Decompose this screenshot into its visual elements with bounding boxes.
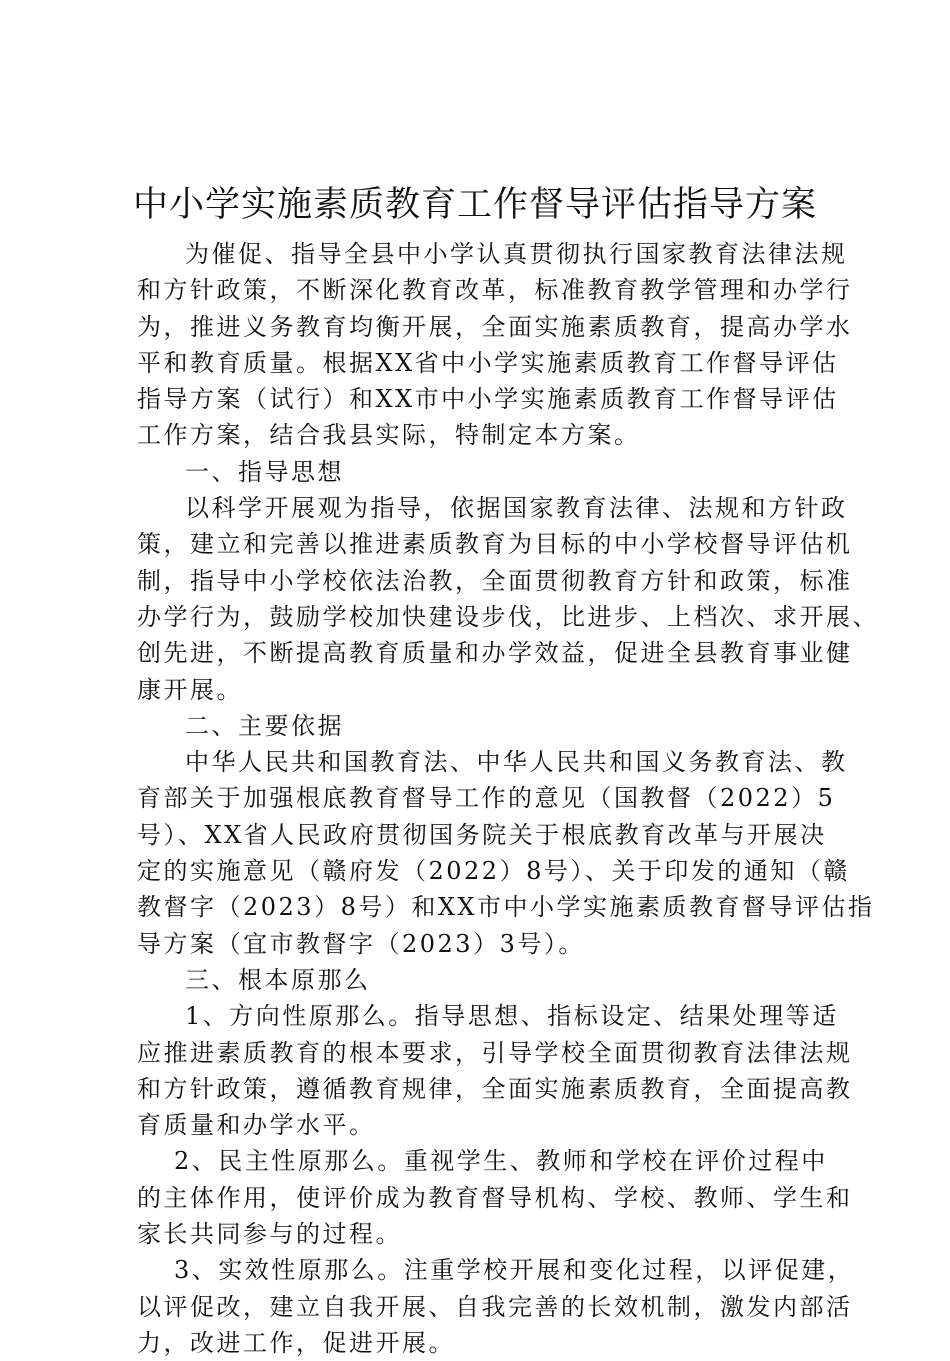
paragraph-line: 定的实施意见（赣府发（2022）8号）、关于印发的通知（赣: [137, 857, 850, 886]
paragraph-line: 导方案（宜市教督字（2023）3号）。: [137, 929, 585, 958]
paragraph-line: 力，改进工作，促进开展。: [137, 1328, 455, 1357]
paragraph-line: 应推进素质教育的根本要求，引导学校全面贯彻教育法律法规: [137, 1038, 853, 1067]
paragraph-line: 以科学开展观为指导，依据国家教育法律、法规和方针政: [185, 494, 848, 523]
section-heading: 二、主要依据: [185, 711, 344, 740]
paragraph-line: 教督字（2023）8号）和XX市中小学实施素质教育督导评估指: [137, 893, 875, 922]
paragraph-line: 中华人民共和国教育法、中华人民共和国义务教育法、教: [185, 748, 848, 777]
paragraph-line: 和方针政策，不断深化教育改革，标准教育教学管理和办学行: [137, 276, 853, 305]
paragraph-line: 号）、XX省人民政府贯彻国务院关于根底教育改革与开展决: [137, 820, 827, 849]
paragraph-line: 1、方向性原那么。指导思想、指标设定、结果处理等适: [185, 1002, 839, 1031]
section-heading: 一、指导思想: [185, 457, 344, 486]
paragraph-line: 以评促改，建立自我开展、自我完善的长效机制，激发内部活: [137, 1292, 853, 1321]
paragraph-line: 工作方案，结合我县实际，特制定本方案。: [137, 421, 641, 450]
paragraph-line: 为催促、指导全县中小学认真贯彻执行国家教育法律法规: [185, 240, 848, 268]
document-body: [137, 236, 879, 1361]
paragraph-line: 和方针政策，遵循教育规律，全面实施素质教育，全面提高教: [137, 1074, 853, 1103]
paragraph-line: 创先进，不断提高教育质量和办学效益，促进全县教育事业健: [137, 639, 853, 668]
paragraph-line: 2、民主性原那么。重视学生、教师和学校在评价过程中: [174, 1147, 828, 1176]
paragraph-line: 家长共同参与的过程。: [137, 1220, 402, 1249]
paragraph-line: 为，推进义务教育均衡开展，全面实施素质教育，提高办学水: [137, 312, 853, 341]
paragraph-line: 平和教育质量。根据XX省中小学实施素质教育工作督导评估: [137, 348, 839, 377]
section-heading: 三、根本原那么: [185, 965, 371, 994]
paragraph-line: 办学行为，鼓励学校加快建设步伐，比进步、上档次、求开展、: [137, 602, 879, 631]
paragraph-line: 的主体作用，使评价成为教育督导机构、学校、教师、学生和: [137, 1183, 853, 1212]
paragraph-line: 康开展。: [137, 675, 243, 704]
paragraph-line: 育质量和办学水平。: [137, 1111, 376, 1140]
paragraph-line: 3、实效性原那么。注重学校开展和变化过程，以评促建，: [174, 1256, 855, 1285]
paragraph-line: 指导方案（试行）和XX市中小学实施素质教育工作督导评估: [137, 385, 839, 414]
paragraph-line: 策，建立和完善以推进素质教育为目标的中小学校督导评估机: [137, 530, 853, 559]
document-title: 中小学实施素质教育工作督导评估指导方案: [132, 185, 817, 225]
paragraph-line: 制，指导中小学校依法治教，全面贯彻教育方针和政策，标准: [137, 566, 853, 595]
paragraph-line: 育部关于加强根底教育督导工作的意见（国教督（2022）5: [137, 784, 836, 813]
